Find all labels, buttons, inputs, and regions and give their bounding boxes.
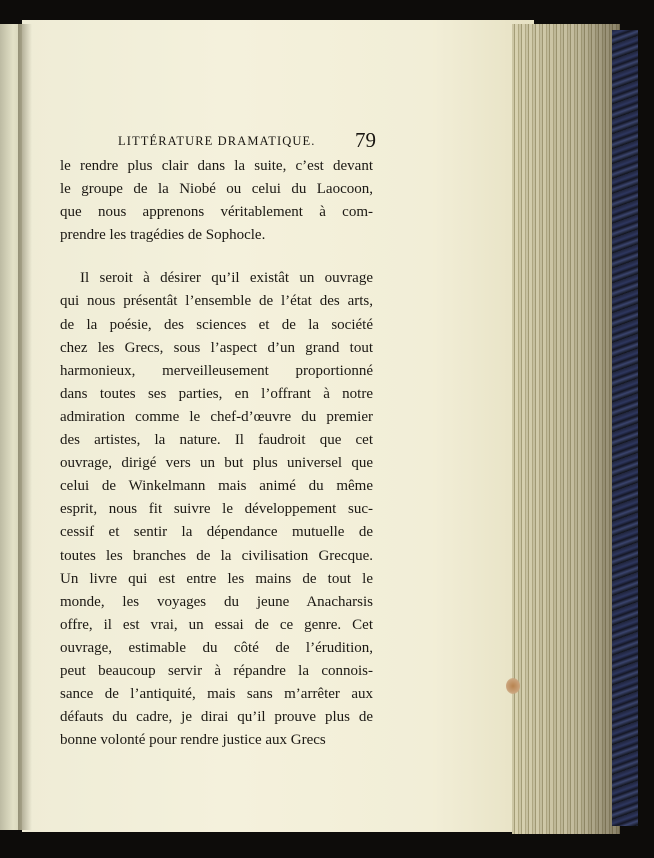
text-line: Un livre qui est entre les mains de tout le bbox=[60, 570, 373, 587]
text-line: peut beaucoup servir à répandre la connois- bbox=[60, 662, 373, 679]
text-line: le groupe de la Niobé ou celui du Laocoon, bbox=[60, 181, 373, 198]
text-line: des artistes, la nature. Il faudroit que cet bbox=[60, 432, 373, 449]
body-text bbox=[60, 155, 373, 752]
text-line: ouvrage, estimable du côté de l’érudition, bbox=[60, 639, 373, 656]
text-line: offre, il est vrai, un essai de ce genre. Cet bbox=[60, 616, 373, 633]
paragraph-1 bbox=[60, 155, 373, 247]
text-line: défauts du cadre, je dirai qu’il prouve plus de bbox=[60, 709, 373, 726]
paper-stain bbox=[506, 678, 520, 694]
text-line: de la poésie, des sciences et de la société bbox=[60, 316, 373, 333]
text-line: prendre les tragédies de Sophocle. bbox=[60, 227, 266, 244]
text-line: dans toutes ses parties, en l’offrant à notre bbox=[60, 385, 373, 402]
text-line: chez les Grecs, sous l’aspect d’un grand tout bbox=[60, 339, 373, 356]
page-gutter bbox=[18, 24, 32, 830]
text-line: que nous apprenons véritablement à com- bbox=[60, 204, 373, 221]
text-line: monde, les voyages du jeune Anacharsis bbox=[60, 593, 373, 610]
page-header bbox=[118, 128, 376, 156]
text-line: esprit, nous fit suivre le développement suc- bbox=[60, 501, 373, 518]
text-line: admiration comme le chef-d’œuvre du premier bbox=[60, 408, 373, 425]
paragraph-2 bbox=[60, 267, 373, 752]
text-line: Il seroit à désirer qu’il existât un ouvrage bbox=[80, 270, 373, 287]
running-head: LITTÉRATURE DRAMATIQUE. bbox=[118, 134, 316, 148]
page-block-shadow bbox=[512, 24, 620, 834]
marbled-cover bbox=[612, 30, 638, 826]
text-line: le rendre plus clair dans la suite, c’est devant bbox=[60, 158, 373, 174]
text-line: harmonieux, merveilleusement proportionné bbox=[60, 362, 373, 379]
text-line: cessif et sentir la dépendance mutuelle de bbox=[60, 524, 373, 541]
text-line: sance de l’antiquité, mais sans m’arrêter aux bbox=[60, 686, 373, 703]
text-line: ouvrage, dirigé vers un but plus universel que bbox=[60, 455, 373, 472]
page-number: 79 bbox=[355, 128, 376, 152]
text-line: bonne volonté pour rendre justice aux Grecs bbox=[60, 732, 326, 749]
text-line: celui de Winkelmann mais animé du même bbox=[60, 478, 373, 495]
paragraph-gap bbox=[60, 247, 373, 267]
text-line: toutes les branches de la civilisation Grecque. bbox=[60, 547, 373, 564]
text-line: qui nous présentât l’ensemble de l’état des arts, bbox=[60, 293, 373, 310]
